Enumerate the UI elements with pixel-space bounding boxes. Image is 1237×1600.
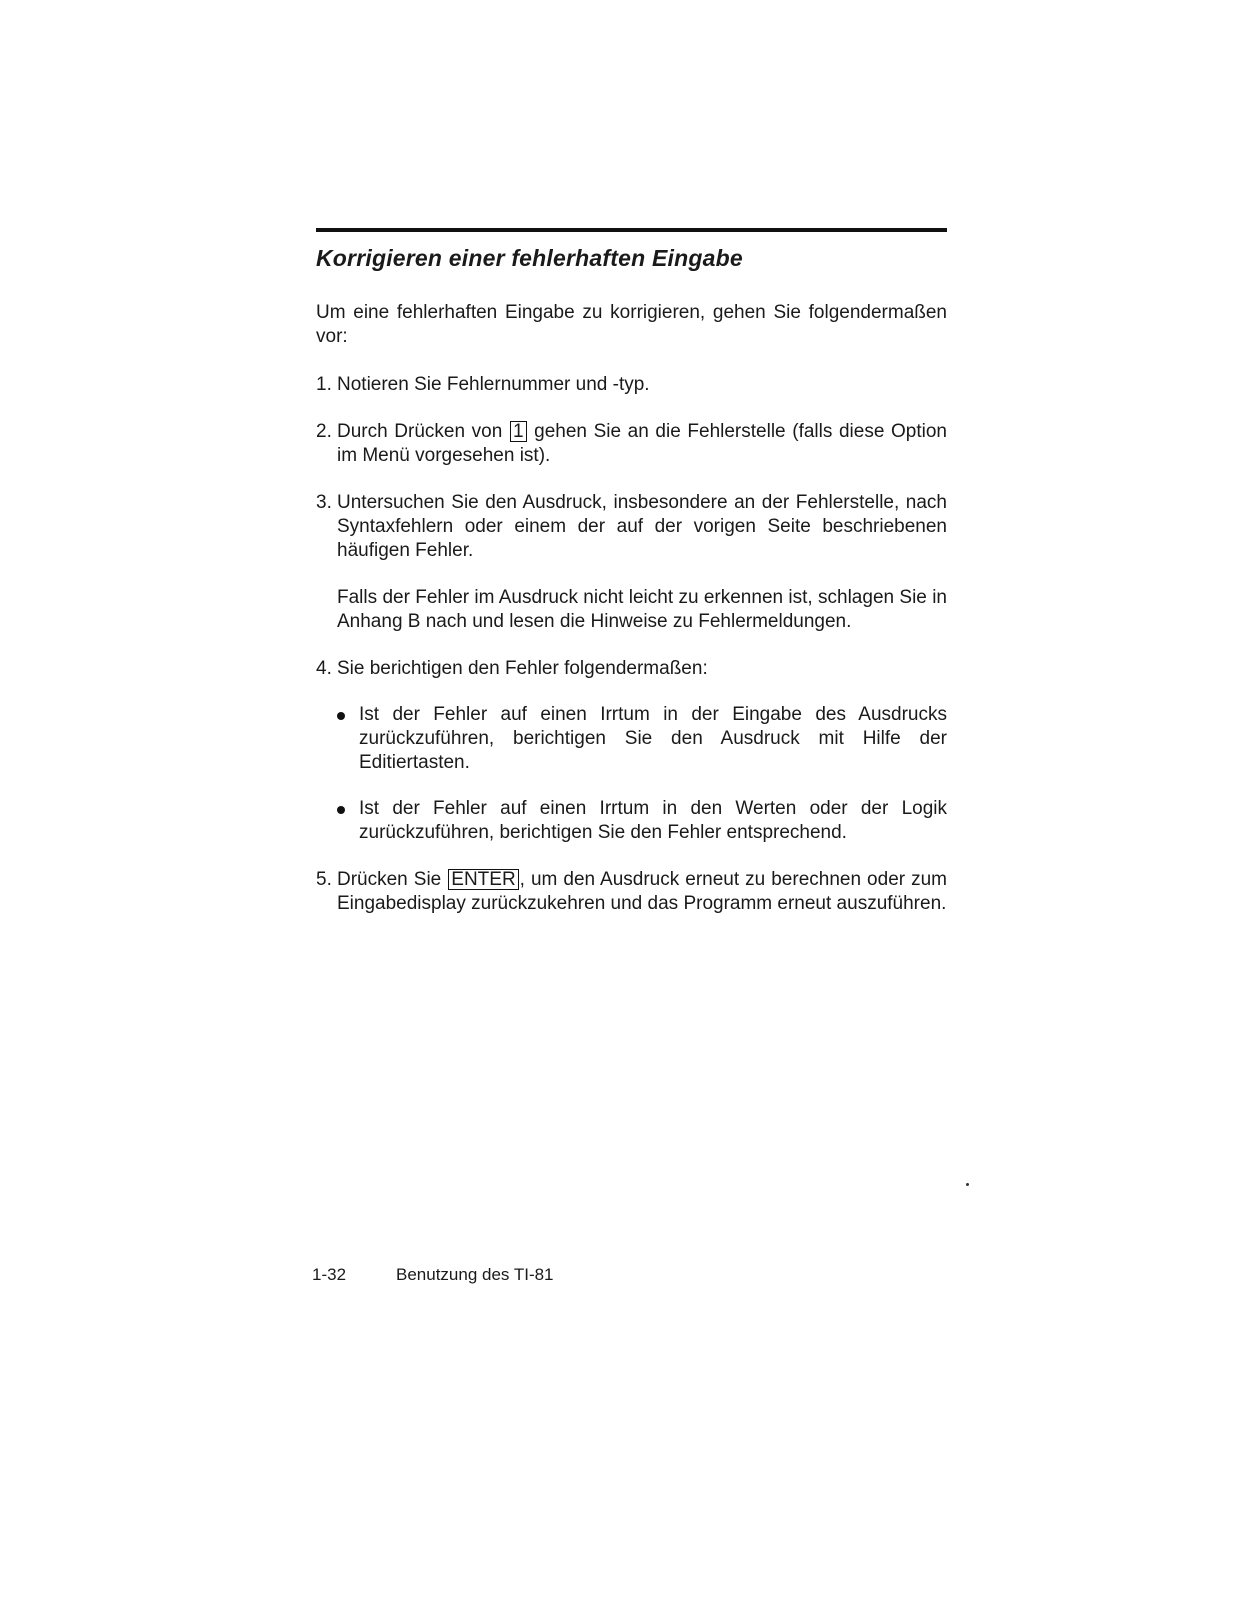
- step-number: 1.: [316, 374, 332, 395]
- step-text-after: , um den Ausdruck erneut zu berechnen oder zum Eingabedisplay zurückzukehren und das Programm erneut auszuführen.: [337, 869, 947, 914]
- step-text-before: Durch Drücken von: [337, 421, 503, 442]
- key-1-icon: 1: [510, 421, 527, 442]
- step-2: [316, 420, 947, 468]
- key-enter-icon: ENTER: [448, 869, 518, 890]
- bullet-text: Ist der Fehler auf einen Irrtum in den Werten oder der Logik zurückzuführen, berichtigen Sie den Fehler entsprechend.: [359, 798, 947, 843]
- step-text-before: Drücken Sie: [337, 869, 442, 890]
- step-number: 3.: [316, 492, 332, 513]
- step-text: Untersuchen Sie den Ausdruck, insbesondere an der Fehlerstelle, nach Syntaxfehlern oder einem der auf der vorigen Seite beschriebenen häufigen Fehler.: [337, 492, 947, 561]
- bullet-icon: [337, 712, 345, 720]
- page-footer: [312, 1265, 554, 1285]
- list-item: [337, 797, 947, 845]
- step-1: [316, 373, 947, 397]
- step-text: Notieren Sie Fehlernummer und -typ.: [337, 374, 650, 395]
- footer-title: Benutzung des TI-81: [396, 1265, 554, 1284]
- step-5: [316, 868, 947, 916]
- step-text-after: gehen Sie an die Fehlerstelle (falls diese Option im Menü vorgesehen ist).: [337, 421, 947, 466]
- step-text: Sie berichtigen den Fehler folgendermaßen:: [337, 658, 708, 679]
- step-note: Falls der Fehler im Ausdruck nicht leicht zu erkennen ist, schlagen Sie in Anhang B nach und lesen die Hinweise zu Fehlermeldungen.: [337, 587, 947, 632]
- step-text: [337, 420, 947, 468]
- main-content: [316, 301, 947, 939]
- bullet-icon: [337, 806, 345, 814]
- section-heading: Korrigieren einer fehlerhaften Eingabe: [316, 245, 743, 271]
- step-number: 2.: [316, 421, 332, 442]
- list-item: [337, 703, 947, 775]
- intro-paragraph: Um eine fehlerhaften Eingabe zu korrigieren, gehen Sie folgendermaßen vor:: [316, 302, 947, 347]
- step-number: 4.: [316, 658, 332, 679]
- scan-speck: [966, 1183, 969, 1186]
- step-number: 5.: [316, 869, 332, 890]
- bullet-text: Ist der Fehler auf einen Irrtum in der Eingabe des Ausdrucks zurückzuführen, berichtigen Sie den Ausdruck mit Hilfe der Editiertasten.: [359, 704, 947, 773]
- section-rule: [316, 228, 947, 232]
- step-3: [316, 491, 947, 634]
- page-number: 1-32: [312, 1265, 347, 1284]
- bullet-list: [337, 703, 947, 845]
- step-text: [337, 868, 947, 916]
- step-4: [316, 657, 947, 845]
